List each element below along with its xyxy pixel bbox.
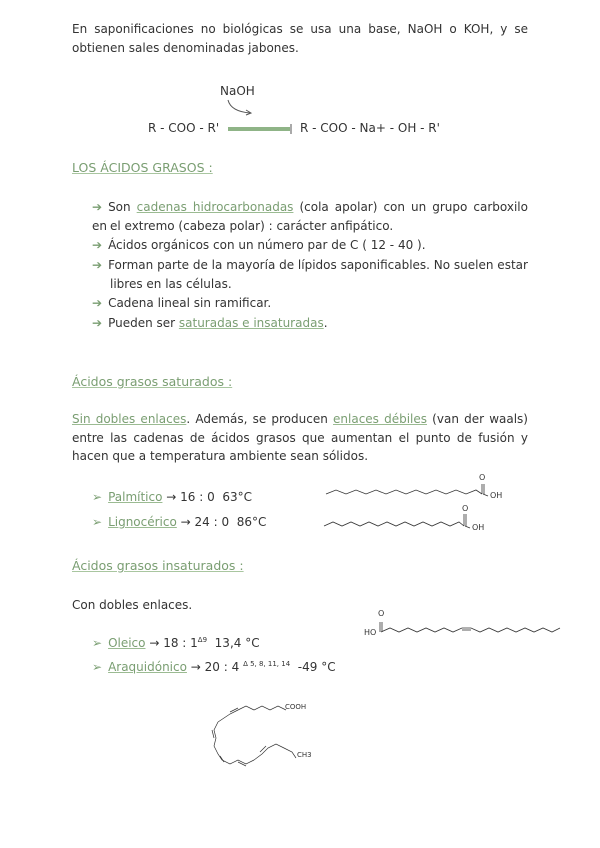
arrow-right-icon: → — [180, 515, 195, 529]
arachidonic-ch3-label: CH3 — [297, 751, 312, 759]
triangle-bullet-icon: ➢ — [92, 660, 103, 674]
lignoceric-oh-label: OH — [472, 523, 485, 532]
reaction-right: R - COO - Na+ - OH - R' — [300, 121, 440, 135]
example-palmitico: ➢ Palmítico → 16 : 0 63°C — [92, 490, 253, 504]
list-item-continuation: el extremo (cabeza polar) : carácter anfipático. — [110, 219, 394, 233]
oleic-ho-label: HO — [364, 628, 377, 637]
triangle-bullet-icon: ➢ — [92, 515, 103, 529]
arrow-right-icon: ➔ — [92, 296, 103, 310]
oleic-structure — [376, 620, 566, 644]
reaction-left: R - COO - R' — [148, 121, 220, 135]
arrow-right-icon: → — [190, 660, 205, 674]
list-item: ➔ Son cadenas hidrocarbonadas (cola apolar) con un grupo carboxilo en — [92, 200, 528, 233]
example-lignocerico: ➢ Lignocérico → 24 : 0 86°C — [92, 515, 267, 529]
section-title-fatty-acids: LOS ÁCIDOS GRASOS : — [72, 160, 213, 175]
list-item-continuation: libres en las células. — [110, 277, 232, 291]
section-title-unsaturated: Ácidos grasos insaturados : — [72, 558, 244, 573]
list-item: ➔ Forman parte de la mayoría de lípidos saponificables. No suelen estar — [92, 258, 528, 272]
example-oleico: ➢ Oleico → 18 : $1^{\Delta 9}$ 13,4 °C — [92, 636, 260, 650]
palmitic-oh-label: OH — [490, 491, 503, 500]
list-item: ➔ Ácidos orgánicos con un número par de C ( 12 - 40 ). — [92, 238, 426, 252]
arrow-right-icon: → — [149, 636, 164, 650]
reaction-reagent: NaOH — [220, 84, 255, 98]
lignoceric-o-label: O — [462, 504, 469, 513]
palmitic-o-label: O — [479, 473, 486, 482]
list-item: ➔ Pueden ser saturadas e insaturadas. — [92, 316, 328, 330]
arrow-right-icon: ➔ — [92, 258, 103, 272]
example-araquidonico: ➢ Araquidónico → 20 : 4 $^{\Delta 5, 8, 11, 14}$ -49 °C — [92, 660, 336, 674]
unsaturated-intro: Con dobles enlaces. — [72, 598, 193, 612]
lignoceric-structure — [324, 508, 494, 532]
arrow-right-icon: ➔ — [92, 200, 103, 214]
section-title-saturated: Ácidos grasos saturados : — [72, 374, 233, 389]
reaction-arrow-icon — [228, 124, 296, 134]
arachidonic-cooh-label: COOH — [285, 703, 307, 711]
intro-paragraph: En saponificaciones no biológicas se usa una base, NaOH o KOH, y se obtienen sales denominadas jabones. — [72, 22, 528, 55]
triangle-bullet-icon: ➢ — [92, 636, 103, 650]
reaction-curve-icon — [224, 98, 264, 118]
triangle-bullet-icon: ➢ — [92, 490, 103, 504]
oleic-o-label: O — [378, 609, 385, 618]
arrow-right-icon: ➔ — [92, 238, 103, 252]
list-item: ➔ Cadena lineal sin ramificar. — [92, 296, 272, 310]
arrow-right-icon: ➔ — [92, 316, 103, 330]
saturated-paragraph: Sin dobles enlaces. Además, se producen enlaces débiles (van der waals) entre las cadenas de ácidos grasos que aumentan el punto de fusión y hacen que a temperatura ambiente sean sólidos. — [72, 412, 528, 464]
arrow-right-icon: → — [166, 490, 181, 504]
